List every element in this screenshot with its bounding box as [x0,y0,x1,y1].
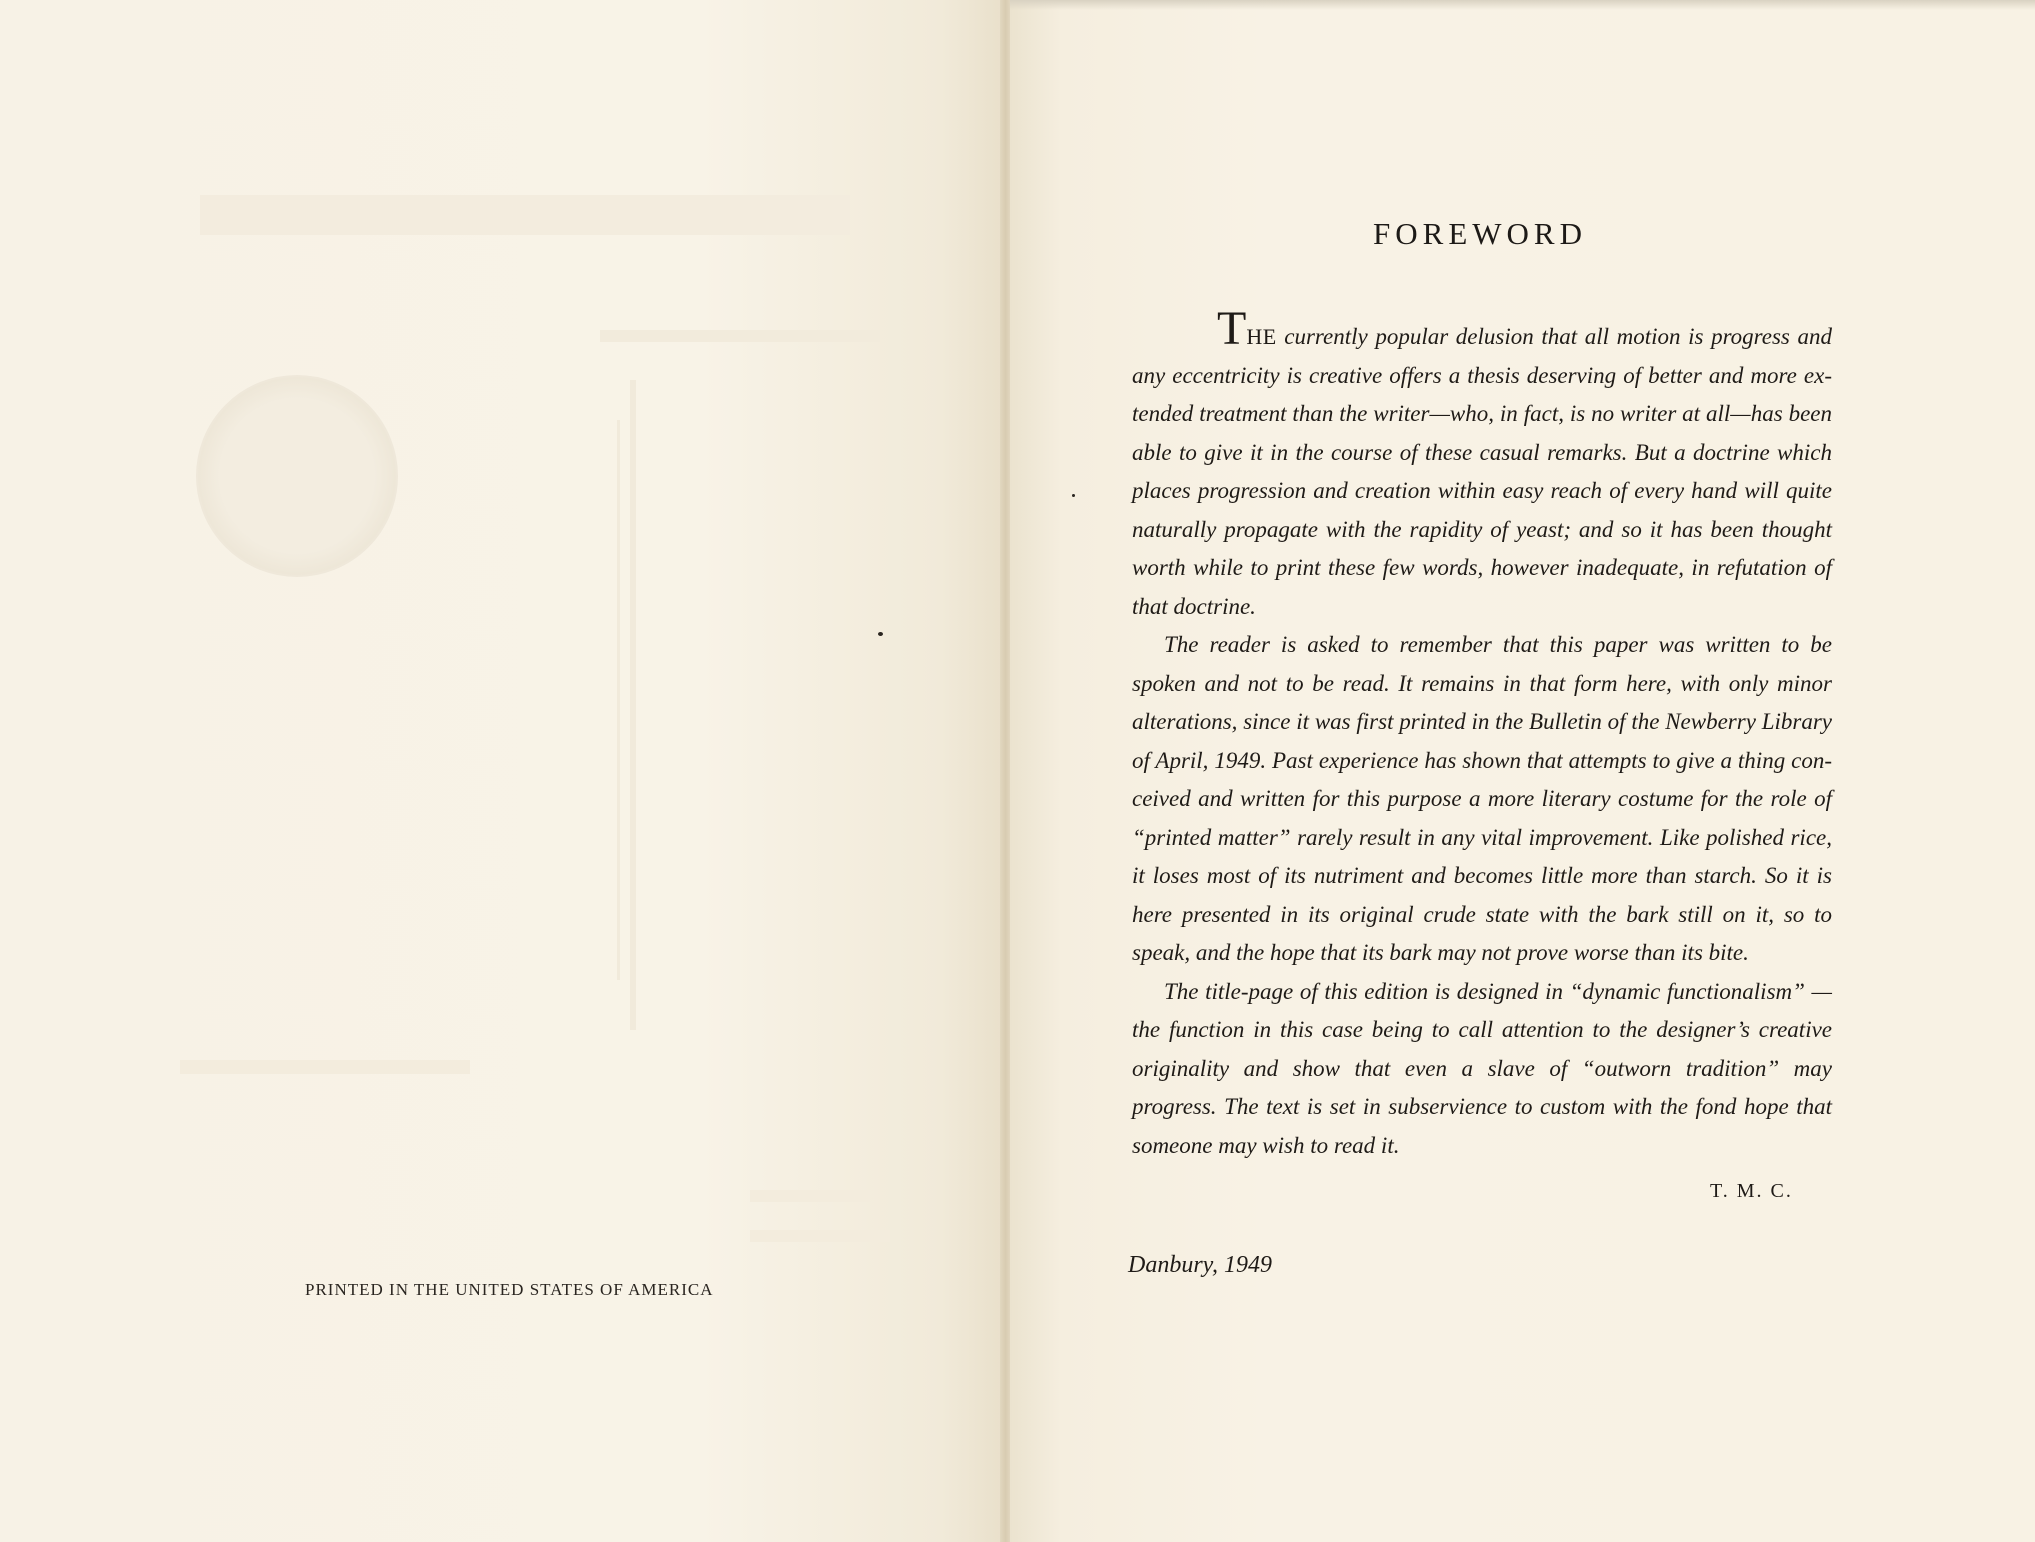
paragraph-text: currently popular delusion that all motion is progress and any eccentricity is creative offers a thesis deserving of better and more extended treatment than the writer—who, in fact, is no writer at all—has been able to give it in the course of these casual remarks. But a doctrine which places progression and creation within easy reach of every hand will quite naturally propagate with the rapidity of yeast; and so it has been thought worth while to print these few words, however inadequate, in refutation of that doctrine. [1132,324,1832,619]
paragraph-text: The reader is asked to remember that this paper was written to be spoken and not to be read. It remains in that form here, with only minor alterations, since it was first printed in the Bulletin of the Newberry Library of April, 1949. Past experience has shown that attempts to give a thing conceived and written for this purpose a more literary costume for the role of “printed matter” rarely result in any vital improvement. Like polished rice, it loses most of its nutriment and becomes little more than starch. So it is here presented in its original crude state with the bark still on it, so to speak, and the hope that its bark may not prove worse than its bite. [1132,632,1832,965]
show-through-rule [750,1190,870,1202]
printed-in-usa-imprint: PRINTED IN THE UNITED STATES OF AMERICA [305,1280,714,1299]
paragraph-3 [1132,973,1832,1166]
drop-cap: T [1217,302,1247,355]
author-initials: T. M. C. [1710,1180,1793,1202]
show-through-rule [600,330,880,342]
page-top-shadow [1010,0,2035,10]
ink-speck [878,632,883,636]
paragraph-2 [1132,626,1832,973]
foreword-body [1132,302,1832,1165]
small-caps: HE [1246,324,1277,349]
paragraph-text: The title-page of this edition is designed in “dynamic functionalism” —the function in this case being to call attention to the designer’s creative originality and show that even a slave of “outworn tradition” may progress. The text is set in subservience to custom with the fond hope that someone may wish to read it. [1132,978,1832,1158]
show-through-rule [630,380,636,1030]
show-through-seal [196,375,398,577]
page-title: FOREWORD [1373,216,1587,251]
place-and-date: Danbury, 1949 [1128,1252,1272,1278]
paragraph-1 [1132,302,1832,626]
show-through-rule [750,1230,890,1242]
ink-speck [1072,494,1075,497]
show-through-rule [180,1060,470,1074]
show-through-rule [200,195,850,235]
show-through-rule [617,420,620,980]
left-page [0,0,1002,1542]
